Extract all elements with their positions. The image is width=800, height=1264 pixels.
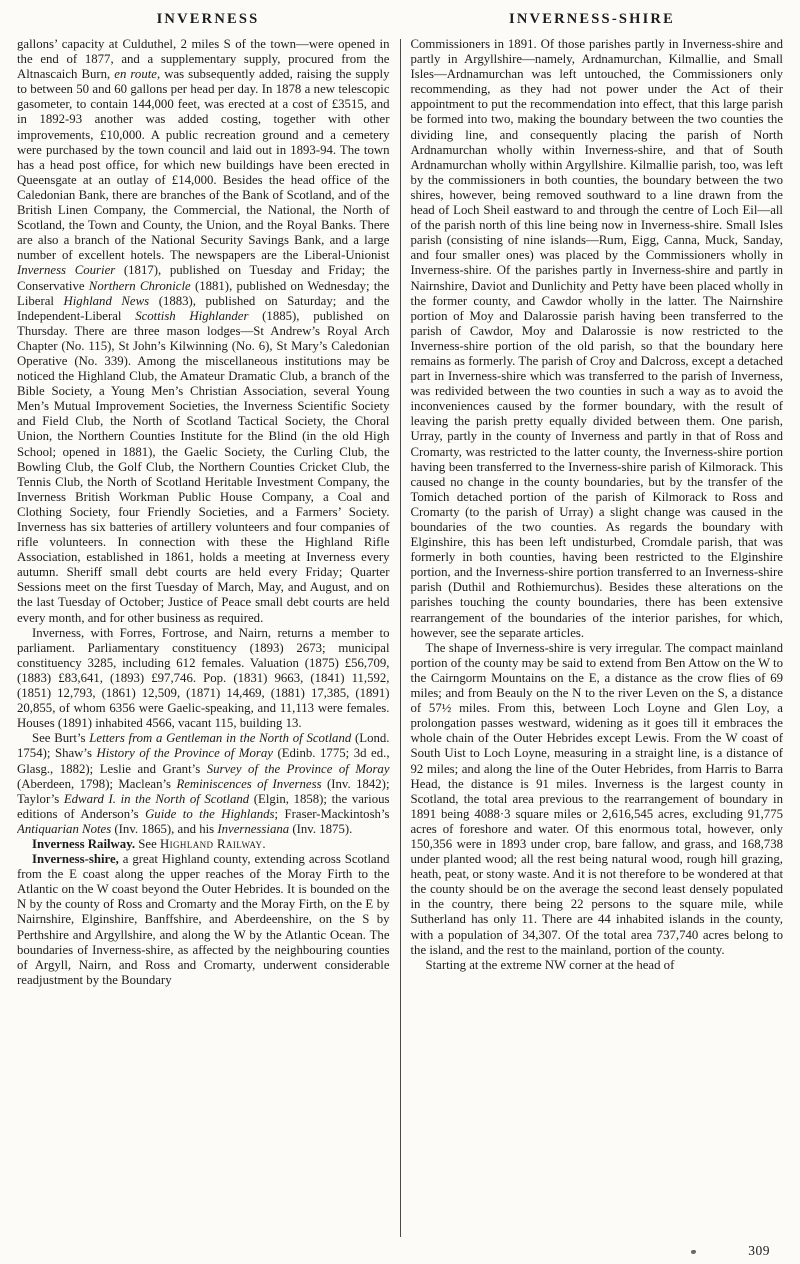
- paragraph: Commissioners in 1891. Of those parishes partly in Inverness-shire and partly in Argyllshire—namely, Ardnamurchan, Kilmallie, and Small Isles—Ardnamurchan was left untouched, the Commissioners only recommending, as they had not power under the Act of their appointment to put the recommendation into effect, that this large parish be formed into two, making the boundary between the two counties the dividing line, and consequently placing the parish of North Ardnamurchan wholly within Inverness-shire, and that of South Ardnamurchan wholly within Argyllshire. Kilmallie parish, too, was left by the commissioners in both counties, the boundary between the two shires, however, being removed southward to a line drawn from the head of Loch Sheil eastward to and through the centre of Loch Eil—all of the parish north of this line being now in Inverness-shire. Small Isles parish (consisting of nine islands—Rum, Eigg, Canna, Muck, Sanday, and four smaller ones) was placed by the Commissioners wholly in Inverness-shire. Of the parishes partly in Inverness-shire and partly in Nairnshire, Daviot and Dunlichity and Petty have been placed wholly in the former county, and Cawdor wholly in the latter. The Nairnshire portion of Moy and Dalarossie parish having been transferred to the parish of Cawdor, Moy and Dalarossie is now restricted to the Inverness-shire portion of the old parish, so that the boundary here remains as formerly. The parish of Croy and Dalcross, except a detached part in Inverness-shire which was transferred to the parish of Inverness, was redivided between the two counties in such a way as to avoid the inconveniences caused by the former boundary, with the result of leaving the parish pretty equally divided between them. One parish, Urray, partly in the county of Inverness and partly in that of Ross and Cromarty, was restricted to the latter county, the Inverness-shire portion having been transferred to the Inverness-shire parish of Kilmorack. This caused no change in the county boundaries, but by the transfer of the Tomich detached portion of the parish of Kilmorack to Ross and Cromarty (to the parish of Urray) a slight change was caused in the boundaries of the two counties. As regards the boundary with Elginshire, this has been left undisturbed, Cromdale parish, that was formerly in both counties, having been restricted to the Elginshire portion, and the Inverness-shire portion transferred to an Inverness-shire parish (Duthil and Rothiemurchus). Besides these alterations on the parishes touching the county boundaries, there has been extensive rearrangement of the boundaries of the interior parishes, for which, however, see the separate articles.: [410, 37, 783, 640]
- paragraph: Starting at the extreme NW corner at the head of: [425, 957, 675, 972]
- column-divider-rule: [400, 39, 401, 1237]
- paragraph: Inverness Railway. See Highland Railway.: [32, 836, 266, 851]
- page-number: 309: [748, 1243, 770, 1258]
- left-column-header: INVERNESS: [156, 11, 260, 27]
- right-column: [411, 37, 784, 1249]
- paragraph: The shape of Inverness-shire is very irregular. The compact mainland portion of the county may be said to extend from Ben Attow on the W to the Cairngorm Mountains on the E, a distance as the crow flies of 69 miles; and from Beauly on the N to the river Leven on the S, a distance of 57½ miles. From this, between Loch Loyne and Glen Loy, a prolongation passes westward, widening as it goes till it embraces the whole chain of the Outer Hebrides except Lewis. From the W coast of South Uist to Loch Loyne, measuring in a straight line, is a distance of 92 miles; and along the line of the Outer Hebrides, from Harris to Barra Head, the distance is 91 miles. Inverness is the largest county in Scotland, the total area previous to the rearrangement of boundary in 1891 being 4088·3 square miles or 2,616,545 acres, excluding 91,775 acres of foreshore and water. Of this enormous total, however, only 150,356 were in 1893 under crop, bare fallow, and grass, and 168,738 under planted wood; all the rest being natural wood, rough hill grazing, heath, peat, or stony waste. And it is not therefore to be wondered at that the county should be on the average the second least densely populated in the country, there being 22 persons to the square mile, while Sutherland has only 11. There are 44 inhabited islands in the county, with a population of 34,307. Of the total area 737,740 acres belong to the island, and the rest to the mainland, portion of the county.: [410, 640, 783, 957]
- left-column: [17, 37, 390, 1249]
- running-heads: [16, 11, 784, 28]
- text-columns: [17, 37, 783, 1249]
- paragraph: gallons’ capacity at Culduthel, 2 miles S of the town—were opened in the end of 1877, and a supplementary supply, procured from the Altnascaich Burn, en route, was subsequently added, raising the supply to between 50 and 60 gallons per head per day. In 1878 a new telescopic gasometer, to contain 144,000 feet, was erected at a cost of £3515, and in 1892-93 another was added costing, together with other improvements, £10,000. A public recreation ground and a cemetery were purchased by the town council and laid out in 1893-94. The town has a head post office, for which new buildings have been erected in Queensgate at an outlay of £14,000. Besides the head office of the Caledonian Bank, there are branches of the Bank of Scotland, and of the British Linen Company, the Commercial, the National, the North of Scotland, the Town and County, the Union, and the Royal Banks. There are also a branch of the National Security Savings Bank, and a large number of excellent hotels. The newspapers are the Liberal-Unionist Inverness Courier (1817), published on Tuesday and Friday; the Conservative Northern Chronicle (1881), published on Wednesday; the Liberal Highland News (1883), published on Saturday; and the Independent-Liberal Scottish Highlander (1885), published on Thursday. There are three mason lodges—St Andrew’s Royal Arch Chapter (No. 115), St John’s Kilwinning (No. 6), St Mary’s Caledonian Operative (No. 339). Among the miscellaneous institutions may be noticed the Highland Club, the Amateur Dramatic Club, a branch of the Bible Society, a Young Men’s Christian Association, several Young Men’s Mutual Improvement Societies, the Inverness Scientific Society and Field Club, the North of Scotland Tactical Society, the Choral Union, the Northern Counties Institute for the Blind (in the old High School; opened in 1881), the Gaelic Society, the Curling Club, the Bowling Club, the Golf Club, the Northern Counties Cricket Club, the Tennis Club, the North of Scotland Heritable Investment Company, the Inverness British Workman Public House Company, a Coal and Clothing Society, four Friendly Societies, and a Farmers’ Society. Inverness has six batteries of artillery volunteers and four companies of rifle volunteers. In connection with these the Highland Rifle Association, established in 1861, holds a meeting at Inverness every autumn. Sheriff small debt courts are held every Friday; Quarter Sessions meet on the first Tuesday of March, May, and August, and on the last Tuesday of October; Justice of Peace small debt courts are held every month, and for other business as required.: [17, 37, 390, 625]
- paragraph: Inverness-shire, a great Highland county, extending across Scotland from the E coast along the upper reaches of the Moray Firth to the Atlantic on the W coast beyond the Outer Hebrides. It is bounded on the N by the county of Ross and Cromarty and the Moray Firth, on the E by Nairnshire, Elginshire, Banffshire, and Aberdeenshire, on the S by Perthshire and Argyllshire, and along the W by the Atlantic Ocean. The boundaries of Inverness-shire, as affected by the neighbouring counties of Argyll, Nairn, and Ross and Cromarty, underwent considerable readjustment by the Boundary: [17, 852, 390, 987]
- right-column-header: INVERNESS-SHIRE: [509, 11, 675, 27]
- ink-smudge: [691, 1250, 696, 1254]
- paragraph: See Burt’s Letters from a Gentleman in the North of Scotland (Lond. 1754); Shaw’s History of the Province of Moray (Edinb. 1775; 3d ed., Glasg., 1882); Leslie and Grant’s Survey of the Province of Moray (Aberdeen, 1798); Maclean’s Reminiscences of Inverness (Inv. 1842); Taylor’s Edward I. in the North of Scotland (Elgin, 1858); the various editions of Anderson’s Guide to the Highlands; Fraser-Mackintosh’s Antiquarian Notes (Inv. 1865), and his Invernessiana (Inv. 1875).: [17, 731, 390, 836]
- paragraph: Inverness, with Forres, Fortrose, and Nairn, returns a member to parliament. Parliamentary constituency (1893) 2673; municipal constituency 3285, including 612 females. Valuation (1875) £56,709, (1883) £83,641, (1893) £97,746. Pop. (1831) 9663, (1841) 11,592, (1851) 12,793, (1861) 12,509, (1871) 14,469, (1881) 17,385, (1891) 20,855, of whom 6356 were Gaelic-speaking, and 11,113 were females. Houses (1891) inhabited 4566, vacant 115, building 13.: [17, 625, 390, 731]
